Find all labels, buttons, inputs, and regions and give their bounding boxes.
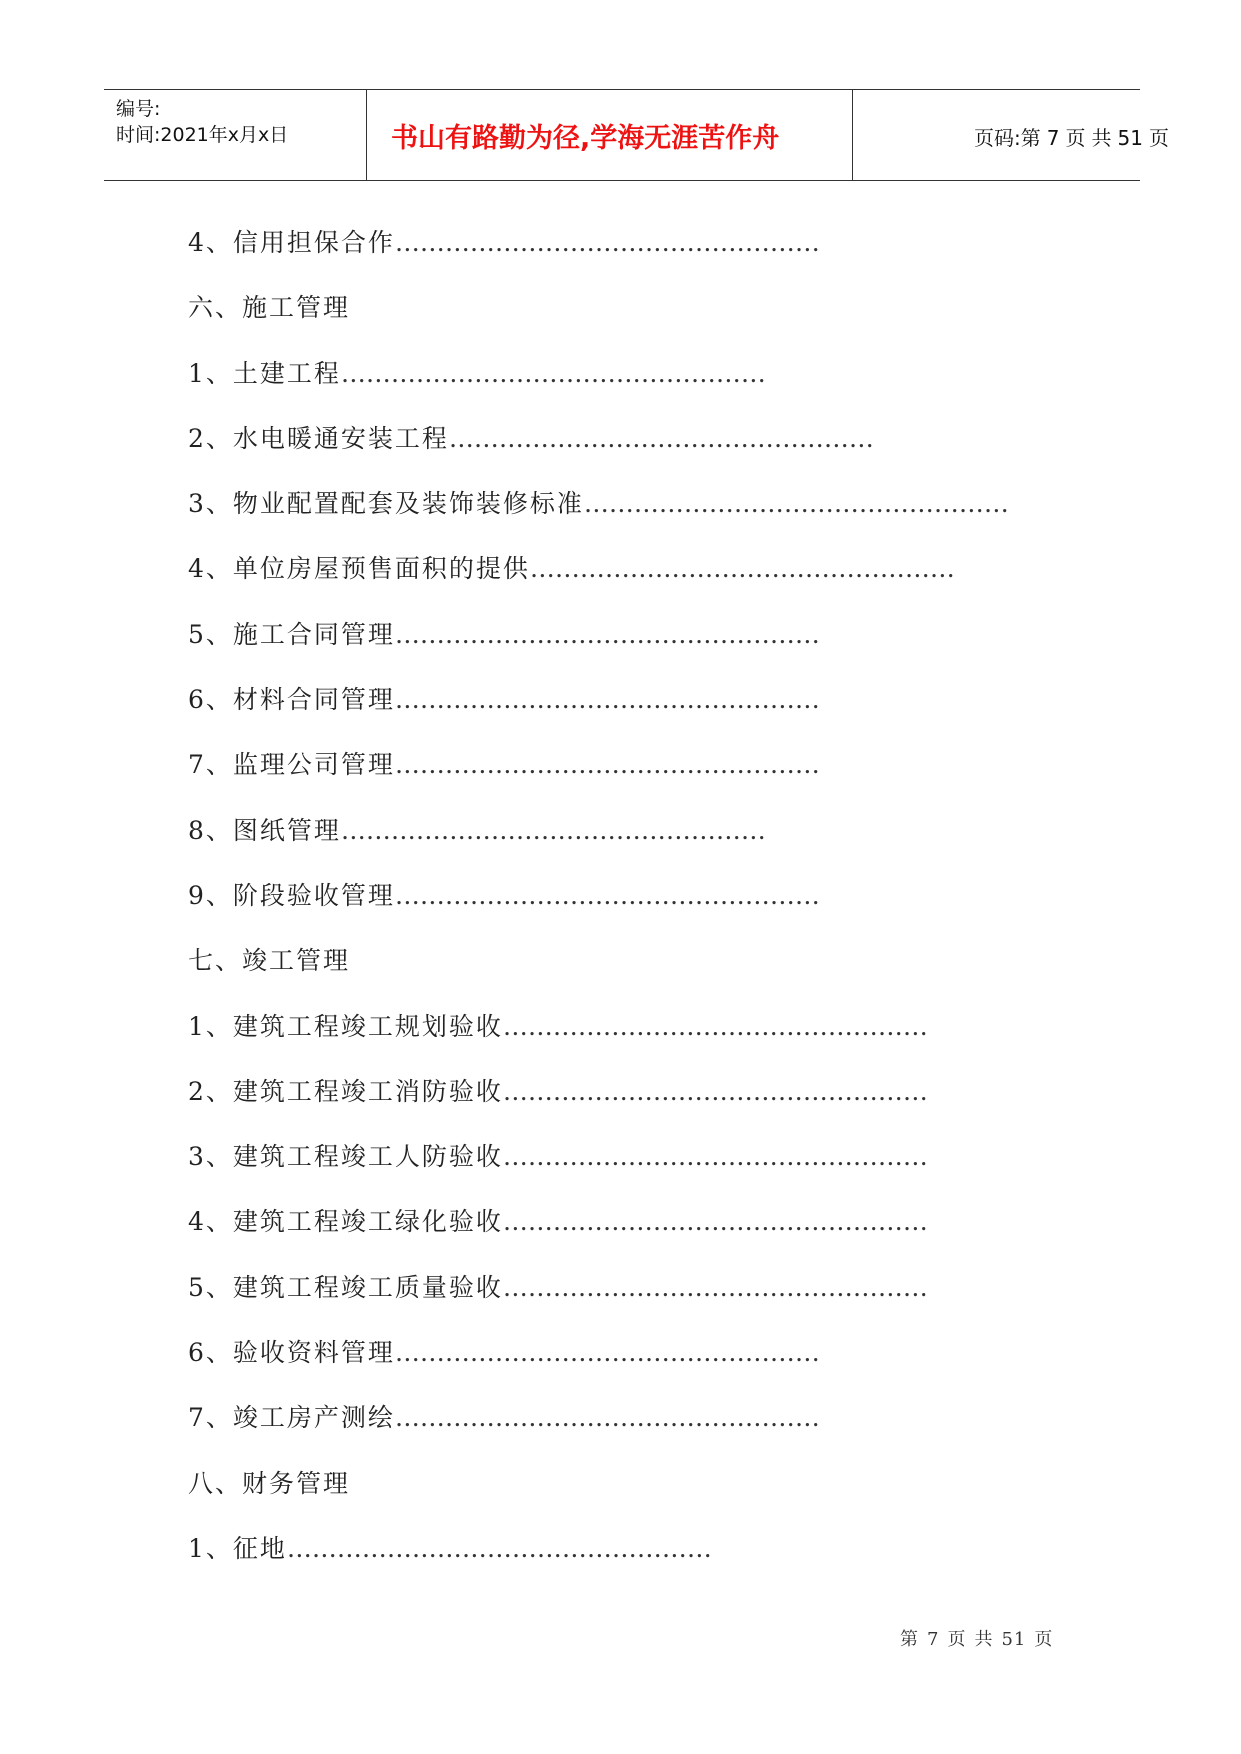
toc-entry <box>188 484 1088 549</box>
toc-dot-leader: …………………………………………… <box>394 619 820 649</box>
toc-dot-leader: …………………………………………… <box>394 750 820 780</box>
total-suffix: 页 <box>1148 126 1169 150</box>
toc-entry-text: 3、建筑工程竣工人防验收 <box>188 1142 503 1172</box>
toc-entry <box>188 745 1088 810</box>
toc-entry-text: 1、征地 <box>188 1533 287 1563</box>
footer-total: 51 <box>1001 1629 1027 1650</box>
toc-entry <box>188 811 1088 876</box>
toc-entry-text: 六、施工管理 <box>188 293 351 323</box>
toc-entry-text: 6、材料合同管理 <box>188 685 395 715</box>
document-header <box>104 89 1169 181</box>
footer-current: 7 <box>927 1629 940 1650</box>
header-info-cell <box>104 90 367 180</box>
toc-entry-text: 2、水电暖通安装工程 <box>188 423 449 453</box>
toc-entry <box>188 549 1088 614</box>
toc-dot-leader: …………………………………………… <box>286 1533 712 1563</box>
toc-entry-text: 4、建筑工程竣工绿化验收 <box>188 1207 503 1237</box>
page-current: 7 <box>1046 126 1060 150</box>
toc-dot-leader: …………………………………………… <box>583 489 1009 519</box>
toc-entry <box>188 680 1088 745</box>
toc-entry <box>188 223 1088 288</box>
toc-dot-leader: …………………………………………… <box>529 554 955 584</box>
toc-dot-leader: …………………………………………… <box>502 1272 928 1302</box>
motto-text: 书山有路勤为径,学海无涯苦作舟 <box>391 123 780 154</box>
toc-entry-text: 4、信用担保合作 <box>188 228 395 257</box>
footer-mid: 页 <box>947 1629 967 1650</box>
page-footer <box>900 1625 1061 1651</box>
toc-entry-text: 1、土建工程 <box>188 358 341 388</box>
toc-section-heading <box>188 941 1088 1006</box>
toc-dot-leader: …………………………………………… <box>394 880 820 910</box>
page-suffix: 页 <box>1065 126 1086 150</box>
toc-entry-text: 9、阶段验收管理 <box>188 880 395 910</box>
page-prefix: 页码:第 <box>974 126 1041 150</box>
header-page-cell <box>853 90 1169 180</box>
toc-entry <box>188 876 1088 941</box>
toc-entry <box>188 1137 1088 1202</box>
toc-dot-leader: …………………………………………… <box>448 423 874 453</box>
toc-dot-leader: …………………………………………… <box>394 685 820 715</box>
toc-entry <box>188 1529 1088 1594</box>
page-total: 51 <box>1117 126 1143 150</box>
toc-dot-leader: …………………………………………… <box>502 1076 928 1106</box>
toc-entry-text: 7、竣工房产测绘 <box>188 1403 395 1433</box>
date-label: 时间:2021年x月x日 <box>116 124 289 146</box>
table-of-contents <box>188 223 1088 1594</box>
toc-entry-text: 5、施工合同管理 <box>188 619 395 649</box>
toc-entry <box>188 1333 1088 1398</box>
toc-entry-text: 5、建筑工程竣工质量验收 <box>188 1272 503 1302</box>
footer-prefix: 第 <box>900 1629 919 1650</box>
toc-entry <box>188 1202 1088 1267</box>
toc-entry-text: 7、监理公司管理 <box>188 750 395 780</box>
toc-entry <box>188 1007 1088 1072</box>
toc-entry <box>188 1268 1088 1333</box>
toc-entry-text: 2、建筑工程竣工消防验收 <box>188 1076 503 1106</box>
toc-entry <box>188 1072 1088 1137</box>
toc-entry <box>188 419 1088 484</box>
toc-entry-text: 八、财务管理 <box>188 1468 351 1498</box>
toc-dot-leader: …………………………………………… <box>502 1011 928 1041</box>
toc-dot-leader: …………………………………………… <box>502 1142 928 1172</box>
toc-entry <box>188 1398 1088 1463</box>
toc-section-heading <box>188 1464 1088 1529</box>
toc-dot-leader: …………………………………………… <box>502 1207 928 1237</box>
toc-entry <box>188 615 1088 680</box>
page-code <box>974 122 1175 151</box>
serial-number-label: 编号: <box>116 98 161 120</box>
toc-entry-text: 1、建筑工程竣工规划验收 <box>188 1011 503 1041</box>
toc-section-heading <box>188 288 1088 353</box>
toc-dot-leader: …………………………………………… <box>394 1338 820 1368</box>
footer-suffix: 页 <box>1034 1629 1054 1650</box>
toc-dot-leader: …………………………………………… <box>340 358 766 388</box>
total-prefix: 共 <box>1091 126 1112 150</box>
toc-entry-text: 4、单位房屋预售面积的提供 <box>188 554 530 584</box>
toc-dot-leader: …………………………………………… <box>394 228 820 257</box>
footer-total-prefix: 共 <box>974 1629 994 1650</box>
toc-dot-leader: …………………………………………… <box>340 815 766 845</box>
toc-dot-leader: …………………………………………… <box>394 1403 820 1433</box>
header-motto-cell <box>367 90 853 180</box>
toc-entry-text: 8、图纸管理 <box>188 815 341 845</box>
toc-entry-text: 3、物业配置配套及装饰装修标准 <box>188 489 584 519</box>
toc-entry-text: 6、验收资料管理 <box>188 1338 395 1368</box>
toc-entry-text: 七、竣工管理 <box>188 946 351 976</box>
toc-entry <box>188 354 1088 419</box>
